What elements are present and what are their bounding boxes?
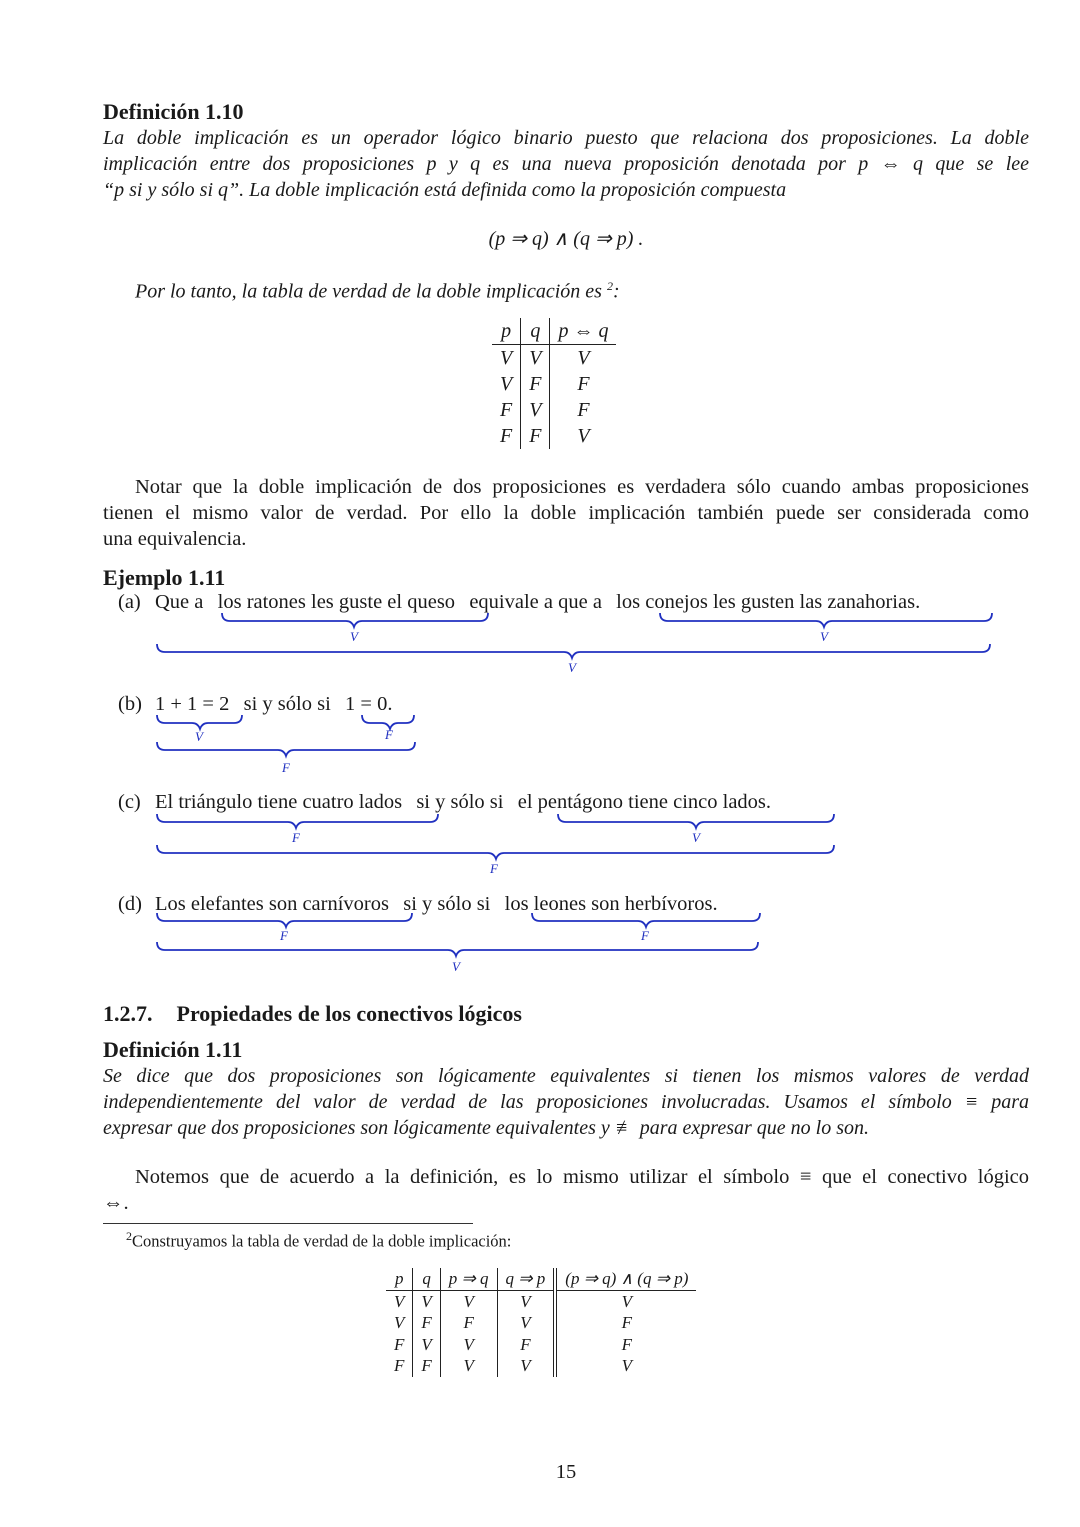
underbrace (157, 814, 438, 828)
table-header: p (492, 318, 521, 345)
proposition-p: El triángulo tiene cuatro lados (155, 791, 403, 813)
example-1-11-title: Ejemplo 1.11 (103, 565, 226, 590)
table-cell: V (440, 1334, 497, 1356)
table-cell: V (577, 425, 590, 447)
example-end: . (915, 591, 921, 613)
proposition-q: los conejos les gusten las zanahorias (616, 591, 916, 613)
table-cell: V (386, 1312, 413, 1334)
footnote-rule (103, 1223, 473, 1224)
underbrace-label: V (568, 660, 576, 675)
table-cell: F (521, 423, 550, 449)
table-cell: F (440, 1312, 497, 1334)
table-cell: V (577, 347, 590, 369)
proposition-q: los leones son herbívoros (504, 893, 713, 915)
underbrace (660, 613, 992, 627)
underbrace-label: V (452, 959, 460, 974)
underbrace-label: F (282, 760, 290, 775)
table-cell: F (413, 1355, 440, 1377)
example-item-label: (a) (118, 591, 141, 613)
footnote-truth-table (386, 1268, 696, 1377)
table-cell: F (497, 1334, 555, 1356)
underbrace (558, 814, 834, 828)
underbrace-label: F (641, 928, 649, 943)
example-item-label: (c) (118, 791, 141, 813)
page-number: 15 (555, 1461, 577, 1483)
underbrace (222, 613, 488, 627)
example-end: . (712, 893, 718, 915)
table-row (386, 1312, 696, 1334)
table-cell: F (621, 1313, 633, 1332)
underbrace-label: F (490, 861, 498, 876)
table-cell: V (492, 345, 521, 372)
paragraph-line: tienen el mismo valor de verdad. Por ello la doble implicación también puede ser considerada como (103, 502, 1029, 524)
paragraph-line: ⇔. (103, 1192, 129, 1214)
definition-line: implicación entre dos proposiciones p y q es una nueva proposición denotada por p ⇔ q que se lee (103, 153, 1029, 175)
table-intro-colon: : (612, 280, 620, 303)
table-cell: V (386, 1290, 413, 1312)
footnote-body: Construyamos la tabla de verdad de la doble implicación: (132, 1231, 512, 1251)
definition-1-11-title: Definición 1.11 (103, 1037, 243, 1062)
underbrace-label: V (195, 729, 203, 744)
table-cell: V (440, 1355, 497, 1377)
table-header: q (413, 1268, 440, 1290)
underbrace-label: V (692, 830, 700, 845)
proposition-p: 1 + 1 = 2 (155, 693, 230, 715)
definition-line: Se dice que dos proposiciones son lógicamente equivalentes si tienen los mismos valores de verdad (103, 1065, 1029, 1087)
table-cell: F (621, 1334, 633, 1354)
table-cell: V (621, 1291, 633, 1311)
underbrace (157, 942, 758, 956)
section-heading (103, 1001, 522, 1027)
table-row (386, 1290, 696, 1312)
table-header: p ⇒ q (440, 1268, 497, 1290)
underbrace (157, 845, 834, 859)
definition-line: expresar que dos proposiciones son lógicamente equivalentes y ≢ para expresar que no lo son. (103, 1117, 869, 1139)
proposition-q: 1 = 0 (345, 693, 388, 715)
underbrace (157, 644, 990, 658)
table-cell: F (577, 373, 590, 395)
proposition-p: los ratones les guste el queso (217, 591, 456, 613)
table-cell: V (497, 1312, 555, 1334)
table-cell: V (497, 1355, 555, 1377)
table-cell: F (577, 399, 590, 421)
example-end: . (387, 693, 393, 715)
table-header: (p ⇒ q) ∧ (q ⇒ p) (555, 1268, 696, 1290)
table-header: p (386, 1268, 413, 1290)
definition-1-11-body (103, 1063, 1029, 1141)
table-row (386, 1334, 696, 1356)
table-header: p ⇔ q (550, 318, 617, 345)
underbrace (532, 913, 760, 927)
footnote-text (126, 1229, 511, 1252)
definition-line: La doble implicación es un operador lógico binario puesto que relaciona dos proposiciones. La doble (103, 127, 1029, 149)
table-cell: V (521, 397, 550, 423)
underbrace-label: V (820, 629, 828, 644)
underbrace-label: F (385, 727, 393, 742)
table-cell: V (621, 1356, 633, 1375)
proposition-p: Los elefantes son carnívoros (155, 893, 389, 915)
underbrace (157, 913, 412, 927)
table-cell: V (440, 1290, 497, 1312)
example-item-label: (b) (118, 693, 142, 715)
table-cell: V (413, 1290, 440, 1312)
table-row (386, 1355, 696, 1377)
table-cell: V (492, 371, 521, 397)
paragraph-line: Notar que la doble implicación de dos proposiciones es verdadera sólo cuando ambas proposiciones (135, 476, 1029, 498)
underbrace-label: F (280, 928, 288, 943)
table-cell: V (413, 1334, 440, 1356)
connective-text: si y sólo si (416, 791, 504, 813)
table-cell: F (492, 397, 521, 423)
definition-line: independientemente del valor de verdad de las proposiciones involucradas. Usamos el símbolo ≡ para (103, 1091, 1029, 1113)
table-header: q ⇒ p (497, 1268, 555, 1290)
example-item-label: (d) (118, 893, 142, 915)
connective-text: si y sólo si (243, 693, 331, 715)
paragraph-line: Notemos que de acuerdo a la definición, es lo mismo utilizar el símbolo ≡ que el conectivo lógico (135, 1166, 1029, 1188)
example-text: Que a (155, 591, 204, 613)
connective-text: si y sólo si (403, 893, 491, 915)
example-end: . (765, 791, 772, 813)
underbrace-label: F (292, 830, 300, 845)
underbrace (157, 715, 242, 729)
footnote-ref[interactable]: 2 (606, 279, 613, 293)
footnote-mark: 2 (126, 1229, 132, 1243)
table-cell: F (492, 423, 521, 449)
table-header: q (521, 318, 550, 345)
table-cell: F (521, 371, 550, 397)
table-cell: V (521, 345, 550, 372)
table-cell: F (413, 1312, 440, 1334)
table-cell: F (386, 1355, 413, 1377)
notemos-paragraph (103, 1164, 1029, 1216)
definition-line: “p si y sólo si q”. La doble implicación está definida como la proposición compuesta (103, 179, 787, 201)
table-intro-text: Por lo tanto, la tabla de verdad de la doble implicación es (135, 280, 602, 303)
definition-formula: (p ⇒ q) ∧ (q ⇒ p) . (488, 228, 644, 250)
underbrace (157, 742, 415, 756)
section-number: 1.2.7. (103, 1001, 153, 1026)
underbrace-label: V (350, 629, 358, 644)
connective-text: equivale a que a (469, 591, 602, 613)
table-cell: V (497, 1290, 555, 1312)
section-title: Propiedades de los conectivos lógicos (176, 1001, 522, 1026)
proposition-q: el pentágono tiene cinco lados (517, 791, 766, 813)
paragraph-line: una equivalencia. (103, 528, 247, 550)
table-cell: F (386, 1334, 413, 1356)
definition-1-10-title: Definición 1.10 (103, 99, 244, 124)
